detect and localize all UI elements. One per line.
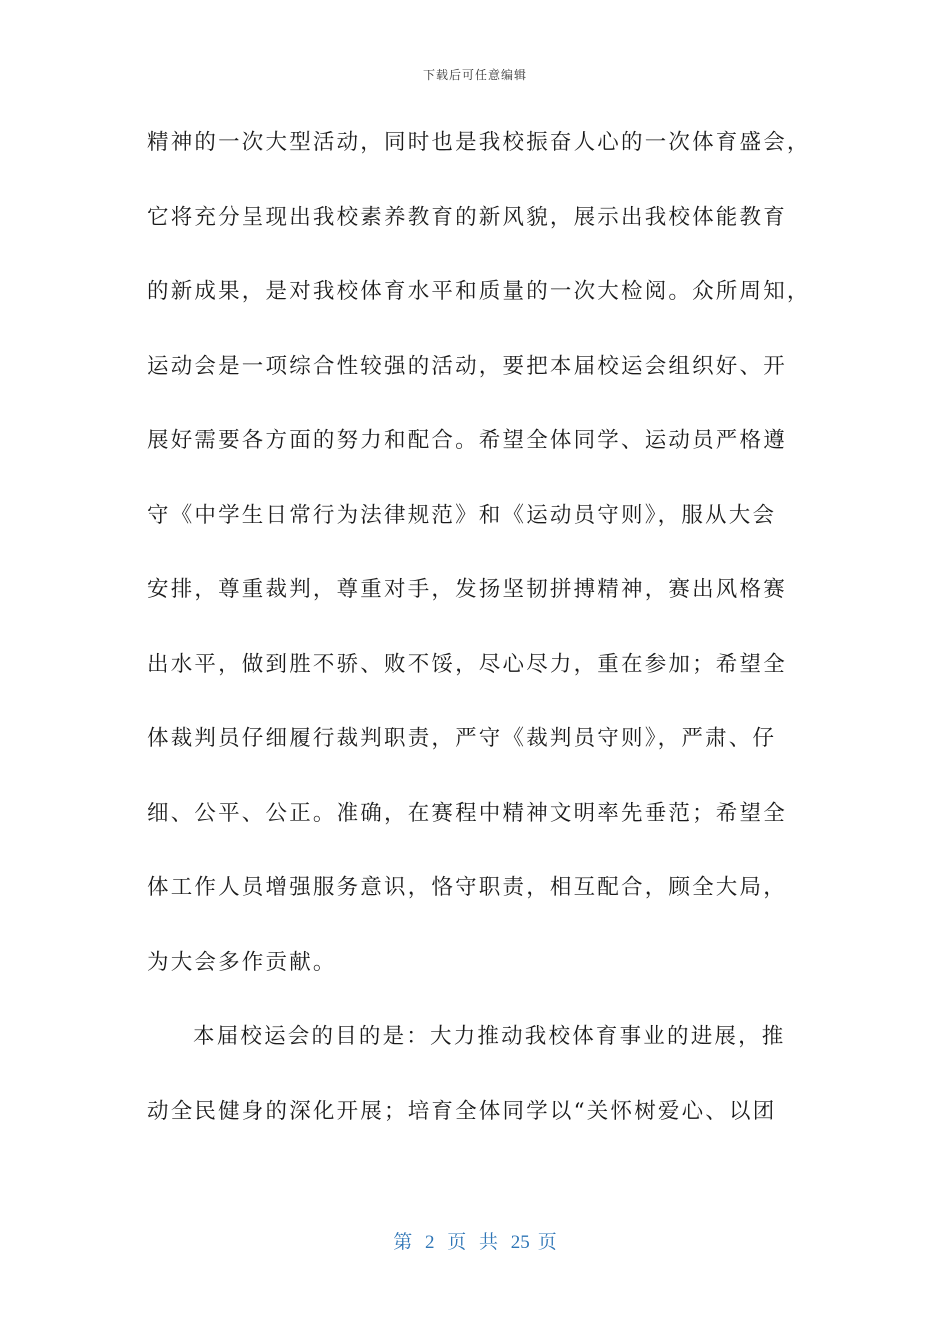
footer-di: 第: [393, 1232, 413, 1253]
paragraph-first-line: 本届校运会的目的是：大力推动我校体育事业的进展，推: [193, 1024, 786, 1049]
footer-gong: 共: [479, 1232, 499, 1253]
footer-page-number: 2: [424, 1232, 435, 1253]
text-line: 体工作人员增强服务意识，恪守职责，相互配合，顾全大局，: [147, 875, 787, 900]
text-line: 动全民健身的深化开展；培育全体同学以“关怀树爱心、以团: [147, 1098, 777, 1124]
text-line: 为大会多作贡献。: [147, 949, 337, 975]
footer-total-pages: 25: [510, 1232, 530, 1253]
text-line: 安排，尊重裁判，尊重对手，发扬坚韧拼搏精神，赛出风格赛: [147, 577, 787, 602]
text-line: 守《中学生日常行为法律规范》和《运动员守则》，服从大会: [147, 502, 777, 528]
text-line: 运动会是一项综合性较强的活动，要把本届校运会组织好、开: [147, 353, 787, 379]
text-line: 细、公平、公正。准确，在赛程中精神文明率先垂范；希望全: [147, 800, 787, 826]
page-footer: [0, 1227, 950, 1254]
document-body: [147, 126, 811, 1169]
text-line: 的新成果，是对我校体育水平和质量的一次大检阅。众所周知，: [147, 279, 811, 304]
text-line: 它将充分呈现出我校素养教育的新风貌，展示出我校体能教育: [147, 204, 787, 230]
text-line: 体裁判员仔细履行裁判职责，严守《裁判员守则》，严肃、仔: [147, 726, 777, 751]
text-line: 出水平，做到胜不骄、败不馁，尽心尽力，重在参加；希望全: [147, 651, 787, 677]
text-line: 精神的一次大型活动，同时也是我校振奋人心的一次体育盛会，: [147, 130, 811, 155]
footer-ye: 页: [447, 1232, 467, 1253]
footer-ye-end: 页: [537, 1232, 557, 1253]
text-line: 展好需要各方面的努力和配合。希望全体同学、运动员严格遵: [147, 428, 787, 453]
page-header: 下载后可任意编辑: [422, 68, 527, 82]
